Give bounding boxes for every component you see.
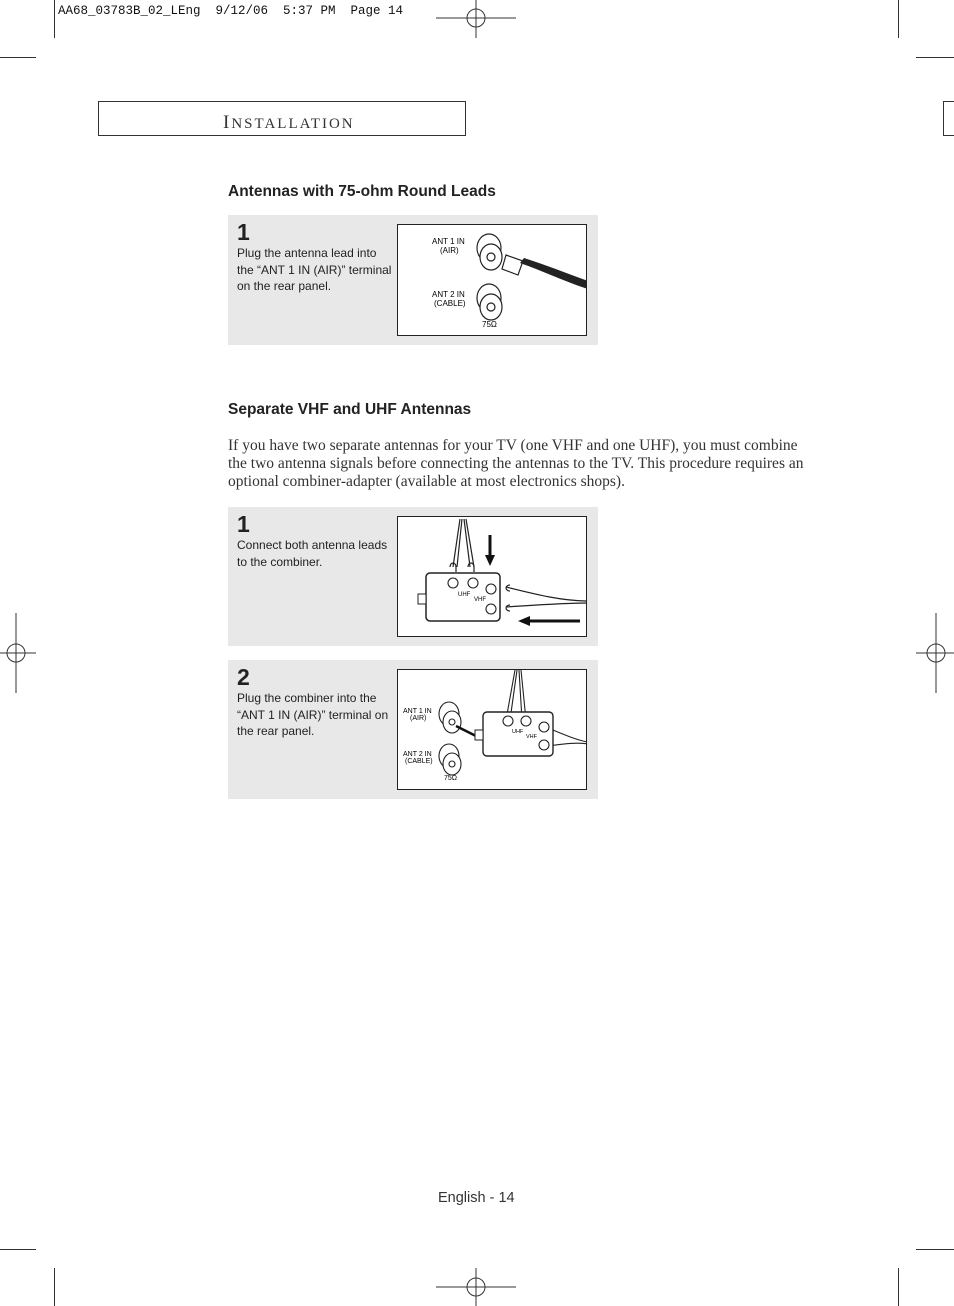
svg-text:(CABLE): (CABLE) [405, 758, 433, 765]
svg-text:ANT 2 IN: ANT 2 IN [432, 290, 465, 299]
print-slug: AA68_03783B_02_LEng 9/12/06 5:37 PM Page 14 [58, 4, 404, 18]
section-header-title: INSTALLATION [223, 112, 355, 133]
combiner-to-tv-figure [397, 669, 587, 790]
step-number: 1 [237, 219, 250, 245]
antenna-terminal-illustration [398, 225, 586, 335]
step-text: Connect both antenna leads to the combiner. [237, 538, 388, 569]
svg-text:UHF: UHF [458, 592, 471, 598]
combiner-illustration [398, 517, 586, 636]
intro-paragraph: If you have two separate antennas for your TV (one VHF and one UHF), you must combine the two antenna signals before connecting the antennas to the TV. This procedure requires an optional combiner-adapter (available at most electronics shops). [228, 437, 804, 490]
section-header [98, 101, 466, 136]
combiner-figure [397, 516, 587, 637]
svg-text:ANT 2 IN: ANT 2 IN [403, 751, 432, 758]
section-title-75ohm: Antennas with 75-ohm Round Leads [228, 183, 496, 200]
svg-text:ANT 1 IN: ANT 1 IN [432, 237, 465, 246]
svg-text:ANT 1 IN: ANT 1 IN [403, 708, 432, 715]
step-card-connect-leads [228, 507, 598, 646]
step-number: 2 [237, 664, 250, 690]
antenna-lead-figure [397, 224, 587, 336]
svg-text:(AIR): (AIR) [410, 715, 427, 722]
svg-text:(CABLE): (CABLE) [434, 299, 466, 308]
svg-text:75Ω: 75Ω [444, 775, 458, 782]
step-text: Plug the antenna lead into the “ANT 1 IN (AIR)” terminal on the rear panel. [237, 246, 392, 293]
step-card-75ohm [228, 215, 598, 345]
page-tab [943, 101, 954, 136]
combiner-to-terminal-illustration [398, 670, 586, 789]
svg-text:UHF: UHF [512, 729, 524, 735]
svg-text:(AIR): (AIR) [440, 246, 459, 255]
section-title-vhf-uhf: Separate VHF and UHF Antennas [228, 401, 472, 418]
svg-text:VHF: VHF [526, 734, 537, 740]
step-text: Plug the combiner into the “ANT 1 IN (AIR)” terminal on the rear panel. [237, 691, 389, 738]
page-number: English - 14 [438, 1190, 515, 1206]
step-number: 1 [237, 511, 250, 537]
svg-text:VHF: VHF [474, 597, 486, 603]
svg-text:75Ω: 75Ω [482, 320, 497, 329]
step-card-plug-combiner [228, 660, 598, 799]
